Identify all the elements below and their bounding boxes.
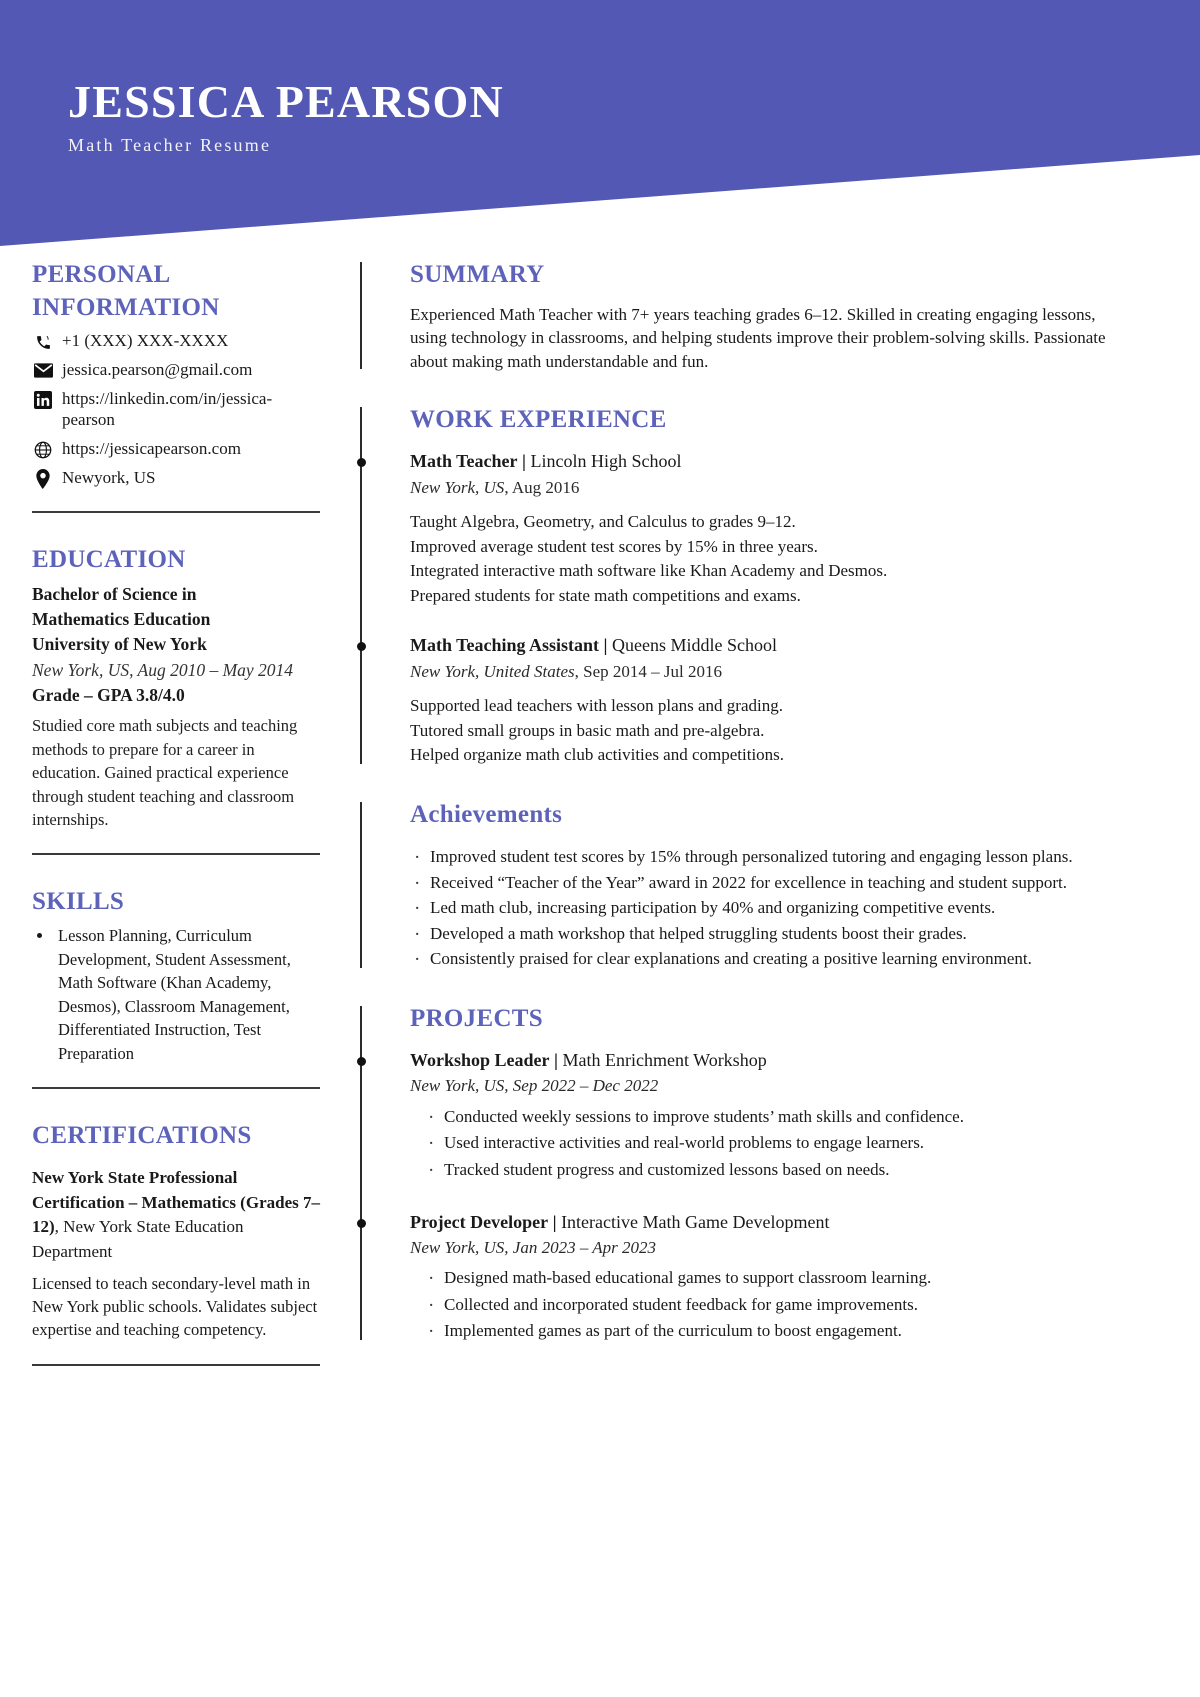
list-item: · Developed a math workshop that helped struggling students boost their grades. bbox=[410, 922, 1120, 947]
skills-heading: SKILLS bbox=[32, 888, 125, 916]
work-experience-entry bbox=[410, 450, 1120, 608]
section-summary bbox=[360, 258, 1120, 373]
section-personal-information bbox=[32, 258, 322, 513]
resume-columns bbox=[0, 258, 1200, 1396]
list-item: · Improved student test scores by 15% through personalized tutoring and engaging lesson plans. bbox=[410, 845, 1120, 870]
divider-after-personal-information bbox=[32, 511, 320, 513]
project-entry-subtitle bbox=[410, 1074, 1120, 1098]
project-entry-location-dates: New York, US, Jan 2023 – Apr 2023 bbox=[410, 1237, 657, 1257]
work-entry-role: Math Teaching Assistant bbox=[410, 635, 600, 656]
list-item: • Lesson Planning, Curriculum Development, Student Assessment, Math Software (Khan Academy, Desmos), Classroom Management, Differentiated Instruction, Test Preparation bbox=[54, 924, 322, 1065]
work-entry-company: Queens Middle School bbox=[612, 635, 777, 656]
personal-information-heading: PERSONAL INFORMATION bbox=[32, 261, 220, 321]
project-entry-subtitle bbox=[410, 1236, 1120, 1260]
project-entry bbox=[410, 1049, 1120, 1182]
timeline-dot-icon bbox=[357, 458, 366, 467]
timeline-dot-icon bbox=[357, 642, 366, 651]
work-entry-role: Math Teacher bbox=[410, 451, 518, 472]
projects-heading: PROJECTS bbox=[410, 1005, 543, 1033]
education-school: University of New York bbox=[32, 634, 207, 655]
project-entry-role: Project Developer bbox=[410, 1211, 549, 1232]
work-entry-lines bbox=[410, 694, 1120, 768]
list-item: · Designed math-based educational games to support classroom learning. bbox=[424, 1266, 1120, 1291]
globe-icon bbox=[32, 440, 54, 460]
contact-website-value: https://jessicapearson.com bbox=[62, 439, 241, 458]
work-experience-heading: WORK EXPERIENCE bbox=[410, 406, 667, 434]
project-entry-role: Workshop Leader bbox=[410, 1050, 550, 1071]
location-icon bbox=[32, 469, 54, 489]
list-item: · Collected and incorporated student feedback for game improvements. bbox=[424, 1293, 1120, 1318]
contact-linkedin-value: https://linkedin.com/in/jessica-pearson bbox=[62, 388, 273, 430]
work-entry-separator: | bbox=[603, 635, 608, 656]
project-bullet-list bbox=[424, 1105, 1120, 1183]
section-work-experience bbox=[360, 403, 1120, 768]
list-item: Taught Algebra, Geometry, and Calculus to grades 9–12. bbox=[410, 511, 796, 531]
work-entry-subtitle bbox=[410, 660, 1120, 684]
right-column bbox=[360, 258, 1120, 1374]
summary-text: Experienced Math Teacher with 7+ years teaching grades 6–12. Skilled in creating engaging lessons, using technology in classrooms, and helping students improve their problem-solving skills. Passionate about making math understandable and fun. bbox=[410, 305, 1106, 371]
certification-description: Licensed to teach secondary-level math in New York public schools. Validates subject expertise and teaching competency. bbox=[32, 1273, 318, 1340]
work-entry-lines bbox=[410, 510, 1120, 609]
certifications-heading: CERTIFICATIONS bbox=[32, 1122, 252, 1150]
list-item: Improved average student test scores by 15% in three years. bbox=[410, 536, 818, 556]
list-item: Helped organize math club activities and competitions. bbox=[410, 745, 785, 765]
list-item: · Tracked student progress and customized lessons based on needs. bbox=[424, 1158, 1120, 1183]
list-item: · Consistently praised for clear explanations and creating a positive learning environment. bbox=[410, 947, 1120, 972]
education-location-dates: New York, US, Aug 2010 – May 2014 bbox=[32, 659, 294, 680]
section-projects bbox=[360, 1002, 1120, 1344]
work-entry-title bbox=[410, 450, 1120, 473]
candidate-name: JESSICA PEARSON bbox=[68, 76, 504, 127]
summary-heading: SUMMARY bbox=[410, 261, 545, 288]
divider-after-certifications bbox=[32, 1364, 320, 1366]
list-item: Supported lead teachers with lesson plans and grading. bbox=[410, 695, 783, 715]
certification-title-issuer: , New York State Education Department bbox=[32, 1217, 244, 1261]
list-item: Tutored small groups in basic math and pre-algebra. bbox=[410, 720, 765, 740]
project-entry-separator: | bbox=[552, 1211, 557, 1232]
project-entry bbox=[410, 1211, 1120, 1344]
achievements-rule bbox=[360, 802, 362, 968]
achievements-list bbox=[410, 845, 1120, 972]
linkedin-icon bbox=[32, 390, 54, 410]
section-skills bbox=[32, 885, 322, 1089]
education-degree-line-1: Bachelor of Science in bbox=[32, 583, 197, 604]
contact-row-website[interactable] bbox=[32, 438, 322, 460]
work-entry-title bbox=[410, 634, 1120, 657]
project-entry-name: Math Enrichment Workshop bbox=[562, 1050, 767, 1071]
education-heading: EDUCATION bbox=[32, 545, 186, 573]
section-achievements bbox=[360, 798, 1120, 972]
work-entry-subtitle bbox=[410, 476, 1120, 500]
contact-row-location[interactable] bbox=[32, 467, 322, 489]
contact-location-value: Newyork, US bbox=[62, 467, 156, 487]
work-entry-location: New York, US bbox=[410, 477, 505, 497]
list-item: Integrated interactive math software like Khan Academy and Desmos. bbox=[410, 561, 888, 581]
contact-row-email[interactable] bbox=[32, 359, 322, 381]
divider-after-education bbox=[32, 853, 320, 855]
contact-email-value: jessica.pearson@gmail.com bbox=[62, 359, 253, 379]
work-entry-separator: | bbox=[522, 451, 526, 472]
timeline-dot-icon bbox=[357, 1057, 366, 1066]
work-entry-company: Lincoln High School bbox=[530, 451, 682, 472]
left-column bbox=[32, 258, 332, 1396]
work-experience-entry bbox=[410, 634, 1120, 767]
header-content bbox=[68, 78, 504, 156]
project-entry-location-dates: New York, US, Sep 2022 – Dec 2022 bbox=[410, 1076, 659, 1096]
certification-entry bbox=[32, 1166, 322, 1342]
list-item: · Conducted weekly sessions to improve students’ math skills and confidence. bbox=[424, 1105, 1120, 1130]
project-entry-title bbox=[410, 1211, 1120, 1234]
list-item: · Received “Teacher of the Year” award in 2022 for excellence in teaching and student support. bbox=[410, 871, 1120, 896]
candidate-job-title: Math Teacher Resume bbox=[68, 135, 272, 156]
list-item: Prepared students for state math competitions and exams. bbox=[410, 585, 801, 605]
certification-title-bold: New York State Professional Certification – Mathematics (Grades 7–12) bbox=[32, 1168, 320, 1237]
list-item: · Used interactive activities and real-world problems to engage learners. bbox=[424, 1131, 1120, 1156]
work-entry-dates: , Sep 2014 – Jul 2016 bbox=[574, 661, 722, 681]
work-entry-dates: , Aug 2016 bbox=[504, 477, 580, 497]
project-entry-name: Interactive Math Game Development bbox=[561, 1211, 830, 1232]
project-entry-separator: | bbox=[554, 1050, 558, 1071]
contact-row-phone[interactable] bbox=[32, 330, 322, 352]
divider-after-skills bbox=[32, 1087, 320, 1089]
education-grade: Grade – GPA 3.8/4.0 bbox=[32, 685, 185, 705]
summary-rule bbox=[360, 262, 362, 369]
work-entry-location: New York, United States bbox=[410, 661, 575, 681]
contact-row-linkedin[interactable] bbox=[32, 388, 322, 432]
skills-list bbox=[32, 924, 322, 1065]
project-bullet-list bbox=[424, 1266, 1120, 1344]
list-item: · Implemented games as part of the curriculum to boost engagement. bbox=[424, 1319, 1120, 1344]
section-education bbox=[32, 543, 322, 856]
timeline-dot-icon bbox=[357, 1219, 366, 1228]
project-entry-title bbox=[410, 1049, 1120, 1072]
list-item: · Led math club, increasing participation by 40% and organizing competitive events. bbox=[410, 896, 1120, 921]
education-description: Studied core math subjects and teaching methods to prepare for a career in education. Gained practical experience through student teaching and classroom internships. bbox=[32, 716, 298, 830]
certification-title bbox=[32, 1166, 322, 1265]
email-icon bbox=[32, 361, 54, 381]
section-certifications bbox=[32, 1119, 322, 1366]
achievements-heading: Achievements bbox=[410, 800, 563, 828]
contact-phone-value: +1 (XXX) XXX-XXXX bbox=[62, 331, 229, 350]
phone-icon bbox=[32, 332, 54, 352]
education-degree-line-2: Mathematics Education bbox=[32, 608, 211, 629]
